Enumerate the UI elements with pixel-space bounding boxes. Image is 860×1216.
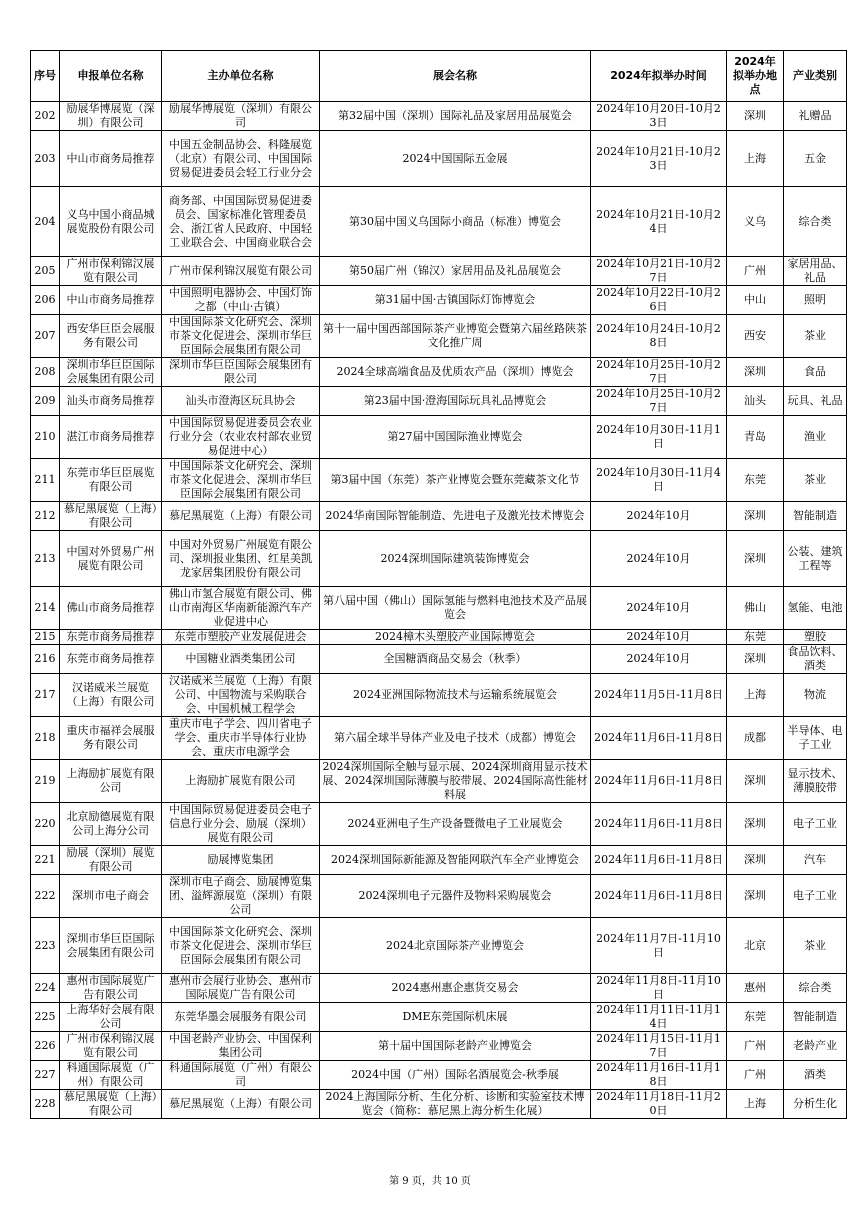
cell-applicant: 慕尼黑展览（上海）有限公司 xyxy=(60,502,162,531)
cell-index: 224 xyxy=(31,974,60,1003)
cell-index: 218 xyxy=(31,717,60,760)
cell-date: 2024年11月6日-11月8日 xyxy=(591,760,727,803)
cell-industry: 显示技术、薄膜胶带 xyxy=(784,760,847,803)
cell-organizer: 中国国际茶文化研究会、深圳市茶文化促进会、深圳市华巨臣国际会展集团有限公司 xyxy=(162,918,320,974)
cell-applicant: 励展（深圳）展览有限公司 xyxy=(60,846,162,875)
table-row xyxy=(31,1090,847,1119)
cell-location: 上海 xyxy=(727,131,784,187)
cell-location: 东莞 xyxy=(727,1003,784,1032)
cell-exhibition: 第六届全球半导体产业及电子技术（成都）博览会 xyxy=(320,717,591,760)
cell-index: 207 xyxy=(31,315,60,358)
table-row xyxy=(31,187,847,257)
cell-index: 228 xyxy=(31,1090,60,1119)
cell-organizer: 深圳市华巨臣国际会展集团有限公司 xyxy=(162,358,320,387)
cell-index: 209 xyxy=(31,387,60,416)
table-row xyxy=(31,459,847,502)
cell-applicant: 北京励德展览有限公司上海分公司 xyxy=(60,803,162,846)
cell-applicant: 汕头市商务局推荐 xyxy=(60,387,162,416)
cell-location: 深圳 xyxy=(727,102,784,131)
cell-industry: 分析生化 xyxy=(784,1090,847,1119)
cell-organizer: 中国照明电器协会、中国灯饰之都（中山·古镇） xyxy=(162,286,320,315)
cell-industry: 智能制造 xyxy=(784,502,847,531)
cell-date: 2024年10月21日-10月24日 xyxy=(591,187,727,257)
cell-exhibition: DME东莞国际机床展 xyxy=(320,1003,591,1032)
cell-applicant: 中山市商务局推荐 xyxy=(60,131,162,187)
cell-applicant: 东莞市商务局推荐 xyxy=(60,630,162,645)
header-index: 序号 xyxy=(31,51,60,102)
cell-index: 206 xyxy=(31,286,60,315)
cell-date: 2024年11月11日-11月14日 xyxy=(591,1003,727,1032)
cell-applicant: 广州市保利锦汉展览有限公司 xyxy=(60,257,162,286)
cell-applicant: 慕尼黑展览（上海）有限公司 xyxy=(60,1090,162,1119)
cell-applicant: 广州市保利锦汉展览有限公司 xyxy=(60,1032,162,1061)
cell-organizer: 中国国际茶文化研究会、深圳市茶文化促进会、深圳市华巨臣国际会展集团有限公司 xyxy=(162,315,320,358)
cell-exhibition: 第十一届中国西部国际茶产业博览会暨第六届丝路陕茶文化推广周 xyxy=(320,315,591,358)
cell-applicant: 上海励扩展览有限公司 xyxy=(60,760,162,803)
cell-industry: 茶业 xyxy=(784,315,847,358)
cell-exhibition: 2024惠州惠企惠货交易会 xyxy=(320,974,591,1003)
cell-organizer: 惠州市会展行业协会、惠州市国际展览广告有限公司 xyxy=(162,974,320,1003)
header-location: 2024年拟举办地点 xyxy=(727,51,784,102)
cell-exhibition: 第十届中国国际老龄产业博览会 xyxy=(320,1032,591,1061)
cell-date: 2024年11月6日-11月8日 xyxy=(591,803,727,846)
table-row xyxy=(31,416,847,459)
table-row xyxy=(31,803,847,846)
cell-date: 2024年10月30日-11月4日 xyxy=(591,459,727,502)
cell-location: 北京 xyxy=(727,918,784,974)
cell-organizer: 东莞华墨会展服务有限公司 xyxy=(162,1003,320,1032)
cell-date: 2024年11月8日-11月10日 xyxy=(591,974,727,1003)
cell-index: 216 xyxy=(31,645,60,674)
cell-industry: 综合类 xyxy=(784,974,847,1003)
table-row xyxy=(31,315,847,358)
cell-exhibition: 第23届中国·澄海国际玩具礼品博览会 xyxy=(320,387,591,416)
table-row xyxy=(31,674,847,717)
cell-applicant: 汉诺威米兰展览（上海）有限公司 xyxy=(60,674,162,717)
cell-date: 2024年10月24日-10月28日 xyxy=(591,315,727,358)
cell-date: 2024年11月6日-11月8日 xyxy=(591,875,727,918)
table-row xyxy=(31,918,847,974)
cell-location: 义乌 xyxy=(727,187,784,257)
cell-applicant: 深圳市电子商会 xyxy=(60,875,162,918)
cell-index: 227 xyxy=(31,1061,60,1090)
cell-industry: 电子工业 xyxy=(784,875,847,918)
cell-date: 2024年10月22日-10月26日 xyxy=(591,286,727,315)
cell-industry: 半导体、电子工业 xyxy=(784,717,847,760)
cell-organizer: 东莞市塑胶产业发展促进会 xyxy=(162,630,320,645)
table-row xyxy=(31,717,847,760)
cell-industry: 五金 xyxy=(784,131,847,187)
cell-location: 深圳 xyxy=(727,645,784,674)
cell-exhibition: 2024中国（广州）国际名酒展览会-秋季展 xyxy=(320,1061,591,1090)
cell-date: 2024年10月 xyxy=(591,587,727,630)
cell-location: 汕头 xyxy=(727,387,784,416)
cell-exhibition: 第3届中国（东莞）茶产业博览会暨东莞藏茶文化节 xyxy=(320,459,591,502)
cell-organizer: 广州市保利锦汉展览有限公司 xyxy=(162,257,320,286)
cell-exhibition: 第30届中国义乌国际小商品（标准）博览会 xyxy=(320,187,591,257)
cell-date: 2024年10月 xyxy=(591,531,727,587)
cell-industry: 氢能、电池 xyxy=(784,587,847,630)
cell-exhibition: 第27届中国国际渔业博览会 xyxy=(320,416,591,459)
cell-location: 上海 xyxy=(727,1090,784,1119)
cell-exhibition: 2024全球高端食品及优质农产品（深圳）博览会 xyxy=(320,358,591,387)
cell-location: 深圳 xyxy=(727,760,784,803)
cell-industry: 老龄产业 xyxy=(784,1032,847,1061)
table-row xyxy=(31,257,847,286)
table-row xyxy=(31,1061,847,1090)
table-row xyxy=(31,131,847,187)
cell-applicant: 湛江市商务局推荐 xyxy=(60,416,162,459)
cell-index: 203 xyxy=(31,131,60,187)
cell-industry: 汽车 xyxy=(784,846,847,875)
cell-location: 西安 xyxy=(727,315,784,358)
cell-date: 2024年10月30日-11月1日 xyxy=(591,416,727,459)
cell-exhibition: 第31届中国·古镇国际灯饰博览会 xyxy=(320,286,591,315)
table-row xyxy=(31,358,847,387)
table-row xyxy=(31,630,847,645)
cell-exhibition: 2024亚洲电子生产设备暨微电子工业展览会 xyxy=(320,803,591,846)
table-body xyxy=(31,102,847,1119)
header-exhibition: 展会名称 xyxy=(320,51,591,102)
cell-location: 深圳 xyxy=(727,531,784,587)
cell-applicant: 东莞市华巨臣展览有限公司 xyxy=(60,459,162,502)
cell-location: 青岛 xyxy=(727,416,784,459)
cell-industry: 智能制造 xyxy=(784,1003,847,1032)
cell-exhibition: 2024亚洲国际物流技术与运输系统展览会 xyxy=(320,674,591,717)
table-row xyxy=(31,587,847,630)
cell-organizer: 中国国际贸易促进委员会电子信息行业分会、励展（深圳）展览有限公司 xyxy=(162,803,320,846)
cell-date: 2024年11月6日-11月8日 xyxy=(591,846,727,875)
cell-index: 212 xyxy=(31,502,60,531)
cell-industry: 综合类 xyxy=(784,187,847,257)
table-row xyxy=(31,502,847,531)
cell-exhibition: 2024华南国际智能制造、先进电子及激光技术博览会 xyxy=(320,502,591,531)
cell-index: 219 xyxy=(31,760,60,803)
cell-date: 2024年10月20日-10月23日 xyxy=(591,102,727,131)
cell-exhibition: 2024深圳电子元器件及物料采购展览会 xyxy=(320,875,591,918)
table-row xyxy=(31,974,847,1003)
cell-date: 2024年10月25日-10月27日 xyxy=(591,387,727,416)
cell-exhibition: 全国糖酒商品交易会（秋季） xyxy=(320,645,591,674)
cell-industry: 家居用品、礼品 xyxy=(784,257,847,286)
cell-location: 深圳 xyxy=(727,502,784,531)
cell-applicant: 重庆市福祥会展服务有限公司 xyxy=(60,717,162,760)
cell-organizer: 慕尼黑展览（上海）有限公司 xyxy=(162,1090,320,1119)
cell-date: 2024年11月16日-11月18日 xyxy=(591,1061,727,1090)
cell-applicant: 深圳市华巨臣国际会展集团有限公司 xyxy=(60,358,162,387)
cell-industry: 食品饮料、酒类 xyxy=(784,645,847,674)
header-date: 2024年拟举办时间 xyxy=(591,51,727,102)
cell-industry: 茶业 xyxy=(784,459,847,502)
cell-index: 211 xyxy=(31,459,60,502)
exhibition-table xyxy=(30,50,847,1119)
cell-date: 2024年11月6日-11月8日 xyxy=(591,717,727,760)
table-row xyxy=(31,875,847,918)
cell-location: 深圳 xyxy=(727,803,784,846)
cell-organizer: 励展华博展览（深圳）有限公司 xyxy=(162,102,320,131)
cell-index: 223 xyxy=(31,918,60,974)
cell-location: 成都 xyxy=(727,717,784,760)
cell-exhibition: 2024北京国际茶产业博览会 xyxy=(320,918,591,974)
cell-index: 226 xyxy=(31,1032,60,1061)
cell-applicant: 东莞市商务局推荐 xyxy=(60,645,162,674)
cell-index: 214 xyxy=(31,587,60,630)
cell-industry: 玩具、礼品 xyxy=(784,387,847,416)
cell-date: 2024年10月25日-10月27日 xyxy=(591,358,727,387)
cell-applicant: 中国对外贸易广州展览有限公司 xyxy=(60,531,162,587)
table-row xyxy=(31,1003,847,1032)
cell-organizer: 科通国际展览（广州）有限公司 xyxy=(162,1061,320,1090)
cell-organizer: 慕尼黑展览（上海）有限公司 xyxy=(162,502,320,531)
cell-date: 2024年10月21日-10月23日 xyxy=(591,131,727,187)
cell-index: 217 xyxy=(31,674,60,717)
cell-industry: 礼赠品 xyxy=(784,102,847,131)
cell-applicant: 励展华博展览（深圳）有限公司 xyxy=(60,102,162,131)
cell-location: 东莞 xyxy=(727,459,784,502)
cell-location: 广州 xyxy=(727,1061,784,1090)
cell-organizer: 中国老龄产业协会、中国保利集团公司 xyxy=(162,1032,320,1061)
cell-location: 深圳 xyxy=(727,846,784,875)
cell-applicant: 西安华巨臣会展服务有限公司 xyxy=(60,315,162,358)
cell-exhibition: 2024上海国际分析、生化分析、诊断和实验室技术博览会（简称：慕尼黑上海分析生化展） xyxy=(320,1090,591,1119)
cell-date: 2024年10月 xyxy=(591,502,727,531)
header-applicant: 申报单位名称 xyxy=(60,51,162,102)
cell-industry: 食品 xyxy=(784,358,847,387)
cell-location: 佛山 xyxy=(727,587,784,630)
cell-industry: 塑胶 xyxy=(784,630,847,645)
cell-location: 中山 xyxy=(727,286,784,315)
cell-organizer: 中国国际贸易促进委员会农业行业分会（农业农村部农业贸易促进中心） xyxy=(162,416,320,459)
page-footer: 第 9 页，共 10 页 xyxy=(389,1176,471,1187)
cell-industry: 公装、建筑工程等 xyxy=(784,531,847,587)
cell-exhibition: 2024樟木头塑胶产业国际博览会 xyxy=(320,630,591,645)
cell-date: 2024年11月5日-11月8日 xyxy=(591,674,727,717)
cell-index: 210 xyxy=(31,416,60,459)
cell-industry: 电子工业 xyxy=(784,803,847,846)
cell-index: 213 xyxy=(31,531,60,587)
cell-index: 205 xyxy=(31,257,60,286)
header-organizer: 主办单位名称 xyxy=(162,51,320,102)
cell-index: 215 xyxy=(31,630,60,645)
cell-organizer: 上海励扩展览有限公司 xyxy=(162,760,320,803)
cell-organizer: 汉诺威米兰展览（上海）有限公司、中国物流与采购联合会、中国机械工程学会 xyxy=(162,674,320,717)
cell-index: 225 xyxy=(31,1003,60,1032)
cell-index: 222 xyxy=(31,875,60,918)
cell-applicant: 惠州市国际展览广告有限公司 xyxy=(60,974,162,1003)
table-row xyxy=(31,531,847,587)
cell-location: 惠州 xyxy=(727,974,784,1003)
cell-index: 221 xyxy=(31,846,60,875)
cell-applicant: 义乌中国小商品城展览股份有限公司 xyxy=(60,187,162,257)
cell-location: 广州 xyxy=(727,257,784,286)
table-row xyxy=(31,286,847,315)
cell-location: 广州 xyxy=(727,1032,784,1061)
cell-applicant: 上海华好会展有限公司 xyxy=(60,1003,162,1032)
cell-date: 2024年11月15日-11月17日 xyxy=(591,1032,727,1061)
cell-organizer: 重庆市电子学会、四川省电子学会、重庆市半导体行业协会、重庆市电源学会 xyxy=(162,717,320,760)
cell-exhibition: 2024深圳国际建筑装饰博览会 xyxy=(320,531,591,587)
cell-location: 深圳 xyxy=(727,875,784,918)
cell-date: 2024年10月21日-10月27日 xyxy=(591,257,727,286)
cell-industry: 茶业 xyxy=(784,918,847,974)
cell-applicant: 深圳市华巨臣国际会展集团有限公司 xyxy=(60,918,162,974)
cell-industry: 照明 xyxy=(784,286,847,315)
cell-location: 上海 xyxy=(727,674,784,717)
table-row xyxy=(31,645,847,674)
cell-exhibition: 2024深圳国际全触与显示展、2024深圳商用显示技术展、2024深圳国际薄膜与胶带展、2024国际高性能材料展 xyxy=(320,760,591,803)
cell-exhibition: 2024深圳国际新能源及智能网联汽车全产业博览会 xyxy=(320,846,591,875)
cell-organizer: 商务部、中国国际贸易促进委员会、国家标准化管理委员会、浙江省人民政府、中国轻工业联合会、中国商业联合会 xyxy=(162,187,320,257)
cell-date: 2024年11月18日-11月20日 xyxy=(591,1090,727,1119)
cell-applicant: 中山市商务局推荐 xyxy=(60,286,162,315)
cell-organizer: 中国糖业酒类集团公司 xyxy=(162,645,320,674)
cell-date: 2024年10月 xyxy=(591,645,727,674)
cell-location: 东莞 xyxy=(727,630,784,645)
cell-organizer: 中国国际茶文化研究会、深圳市茶文化促进会、深圳市华巨臣国际会展集团有限公司 xyxy=(162,459,320,502)
cell-index: 204 xyxy=(31,187,60,257)
cell-industry: 酒类 xyxy=(784,1061,847,1090)
table-row xyxy=(31,846,847,875)
table-row xyxy=(31,102,847,131)
cell-date: 2024年11月7日-11月10日 xyxy=(591,918,727,974)
cell-exhibition: 2024中国国际五金展 xyxy=(320,131,591,187)
header-industry: 产业类别 xyxy=(784,51,847,102)
cell-industry: 渔业 xyxy=(784,416,847,459)
cell-organizer: 中国对外贸易广州展览有限公司、深圳报业集团、红星美凯龙家居集团股份有限公司 xyxy=(162,531,320,587)
cell-exhibition: 第50届广州（锦汉）家居用品及礼品展览会 xyxy=(320,257,591,286)
cell-organizer: 深圳市电子商会、励展博览集团、溢辉源展览（深圳）有限公司 xyxy=(162,875,320,918)
table-row xyxy=(31,1032,847,1061)
cell-applicant: 佛山市商务局推荐 xyxy=(60,587,162,630)
cell-applicant: 科通国际展览（广州）有限公司 xyxy=(60,1061,162,1090)
cell-organizer: 佛山市氢合展览有限公司、佛山市南海区华南新能源汽车产业促进中心 xyxy=(162,587,320,630)
cell-index: 208 xyxy=(31,358,60,387)
cell-index: 202 xyxy=(31,102,60,131)
cell-organizer: 中国五金制品协会、科隆展览（北京）有限公司、中国国际贸易促进委员会轻工行业分会 xyxy=(162,131,320,187)
table-row xyxy=(31,387,847,416)
table-row xyxy=(31,760,847,803)
cell-index: 220 xyxy=(31,803,60,846)
cell-organizer: 励展博览集团 xyxy=(162,846,320,875)
cell-organizer: 汕头市澄海区玩具协会 xyxy=(162,387,320,416)
cell-date: 2024年10月 xyxy=(591,630,727,645)
cell-exhibition: 第八届中国（佛山）国际氢能与燃料电池技术及产品展览会 xyxy=(320,587,591,630)
cell-industry: 物流 xyxy=(784,674,847,717)
cell-exhibition: 第32届中国（深圳）国际礼品及家居用品展览会 xyxy=(320,102,591,131)
table-header-row xyxy=(31,51,847,102)
cell-location: 深圳 xyxy=(727,358,784,387)
